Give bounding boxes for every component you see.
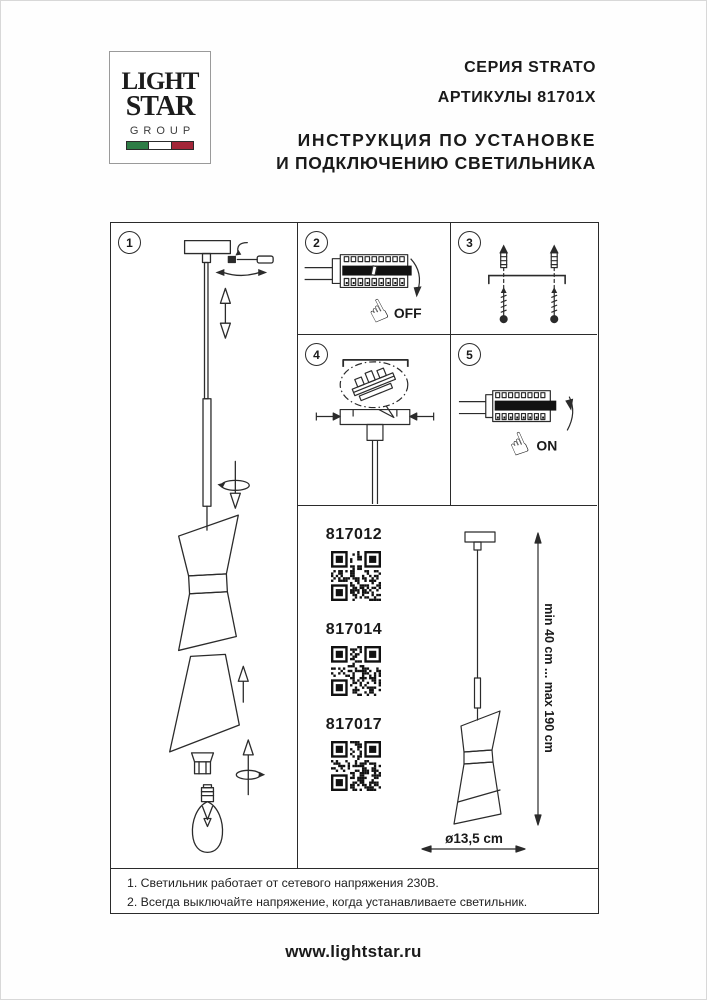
title-line-2: И ПОДКЛЮЧЕНИЮ СВЕТИЛЬНИКА [276, 152, 596, 173]
step-panel-2 [298, 223, 450, 335]
qr-code-817017 [331, 741, 381, 791]
logo-word-group: GROUP [129, 124, 196, 137]
off-label: OFF [393, 305, 422, 322]
exploded-pendant-drawing [111, 223, 297, 868]
safety-notes [111, 868, 598, 912]
step-number-2: 2 [305, 231, 328, 254]
step-number-4: 4 [305, 343, 328, 366]
document-header [276, 53, 596, 174]
logo-word-light: LIGHT [121, 68, 199, 95]
note-line-2: 2. Всегда выключайте напряжение, когда устанавливаете светильник. [127, 895, 528, 910]
logo-word-star: STAR [125, 91, 195, 122]
step-number-1: 1 [118, 231, 141, 254]
step-number-5: 5 [458, 343, 481, 366]
pointing-hand-icon: ☝ [503, 425, 535, 465]
series-name: СЕРИЯ STRATO [464, 59, 596, 76]
products-panel [298, 506, 597, 868]
italian-flag-stripe [126, 141, 194, 150]
qr-code-817014 [331, 646, 381, 696]
step-panel-5 [450, 335, 597, 506]
height-range-label: min 40 cm ... max 190 cm [542, 603, 556, 753]
article-number-817017: 817017 [325, 716, 383, 733]
step-number-3: 3 [458, 231, 481, 254]
article-number-817012: 817012 [325, 526, 383, 543]
lightstar-logo [109, 51, 211, 164]
flag-red-segment [172, 142, 193, 149]
note-line-1: 1. Светильник работает от сетевого напряжения 230В. [127, 876, 439, 890]
step-panel-1 [111, 223, 298, 868]
flag-white-segment [149, 142, 171, 149]
pointing-hand-icon: ☝ [361, 292, 395, 332]
diameter-label: ø13,5 cm [445, 831, 503, 846]
step-panel-3 [450, 223, 597, 335]
document-title [276, 129, 596, 174]
on-label: ON [536, 437, 558, 454]
website-url: www.lightstar.ru [285, 942, 422, 961]
step-panel-4 [298, 335, 450, 506]
instruction-grid [110, 222, 599, 914]
qr-code-817012 [331, 551, 381, 601]
article-numbers: АРТИКУЛЫ 81701X [437, 88, 596, 106]
title-line-1: ИНСТРУКЦИЯ ПО УСТАНОВКЕ [297, 130, 596, 151]
flag-green-segment [127, 142, 149, 149]
article-number-817014: 817014 [325, 621, 383, 638]
